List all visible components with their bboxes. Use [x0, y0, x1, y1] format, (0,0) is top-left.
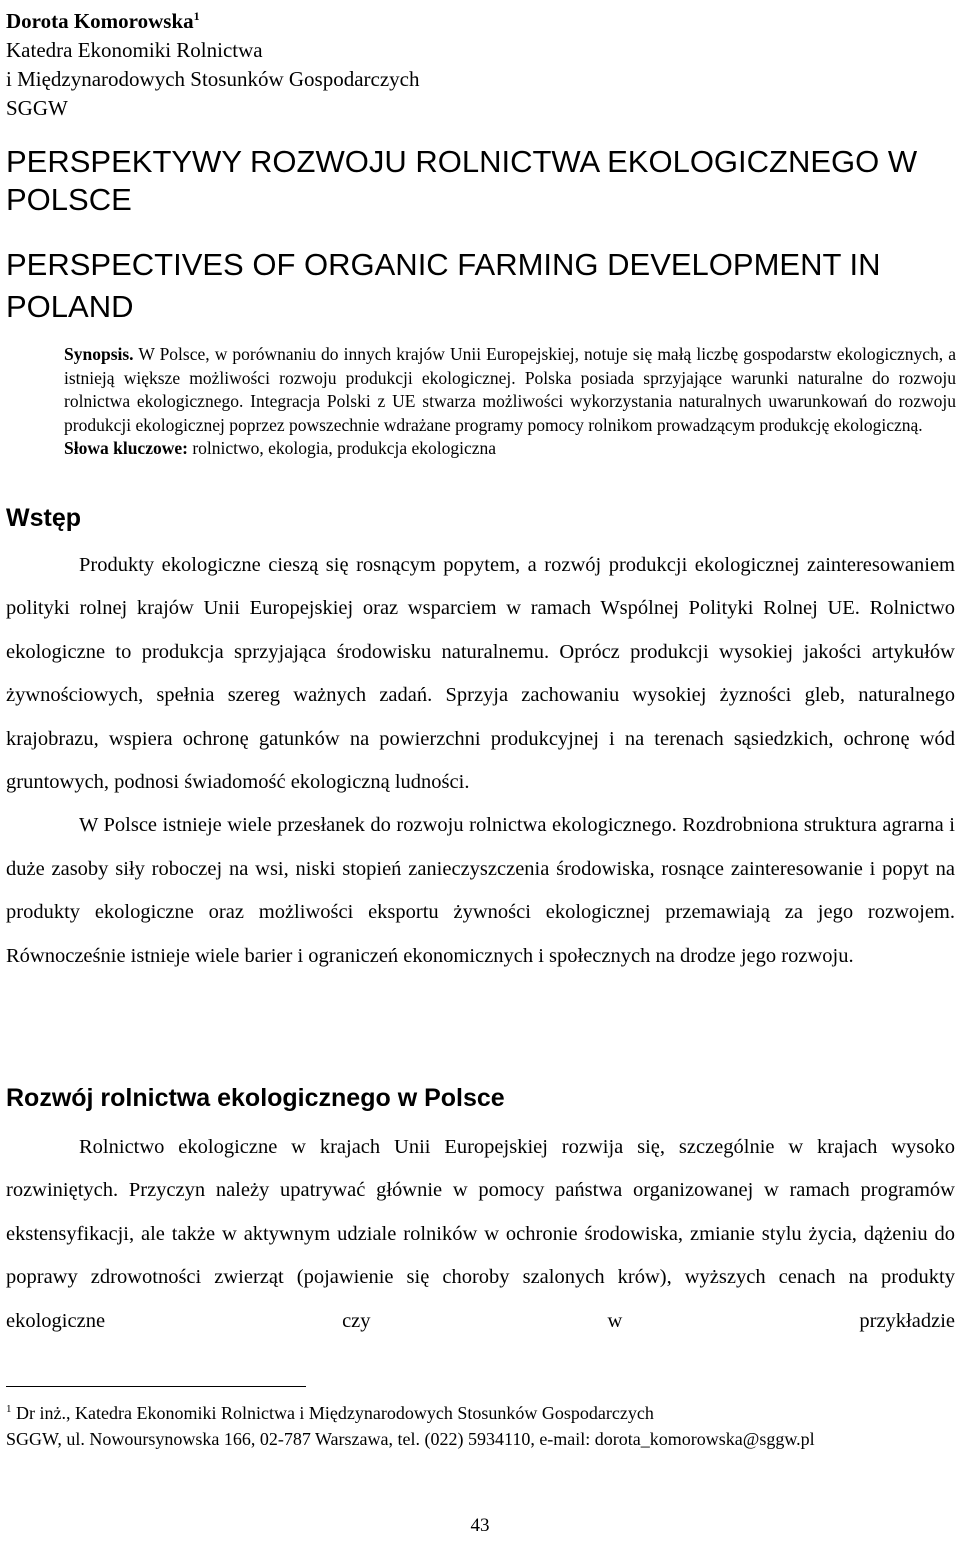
- intro-paragraph-2: W Polsce istnieje wiele przesłanek do rozwoju rolnictwa ekologicznego. Rozdrobniona struktura agrarna i duże zasoby siły roboczej na wsi, niski stopień zanieczyszczenia środowiska, rosnące zainteresowanie i popyt na produkty ekologiczne oraz możliwości eksportu żywności ekologicznej przemawiają za jego rozwojem. Równocześnie istnieje wiele barier i ograniczeń ekonomicznych i społecznych na drodze jego rozwoju.: [6, 814, 955, 967]
- section-intro-body: [6, 544, 955, 978]
- keywords-text: rolnictwo, ekologia, produkcja ekologiczna: [192, 438, 497, 459]
- affiliation-line-2: i Międzynarodowych Stosunków Gospodarczych: [6, 67, 420, 91]
- development-paragraph-1: Rolnictwo ekologiczne w krajach Unii Europejskiej rozwija się, szczególnie w krajach wysoko rozwiniętych. Przyczyn należy upatrywać głównie w pomocy państwa organizowanej w ramach programów ekstensyfikacji, ale także w aktywnym udziale rolników w ochronie środowiska, zmianie stylu życia, dążeniu do poprawy zdrowotności zwierząt (pojawienie się choroby szalonych krów), wyższych cenach na produkty ekologiczne czy w przykładzie: [6, 1136, 955, 1332]
- title-english: PERSPECTIVES OF ORGANIC FARMING DEVELOPMENT IN POLAND: [6, 247, 881, 324]
- footnote-marker: 1: [6, 1403, 12, 1415]
- abstract-label: Synopsis.: [64, 344, 134, 364]
- footnote-line-1: $^1$ Dr inż., Katedra Ekonomiki Rolnictwa i Międzynarodowych Stosunków Gospodarczych: [6, 1403, 654, 1423]
- author-block: [6, 2, 906, 123]
- abstract-body: [64, 343, 956, 437]
- section-development-body: [6, 1126, 955, 1343]
- affiliation-line-3: SGGW: [6, 96, 68, 120]
- title-polish: PERSPEKTYWY ROZWOJU ROLNICTWA EKOLOGICZNEGO W POLSCE: [6, 144, 918, 217]
- keywords: [64, 437, 956, 461]
- affiliation-line-1: Katedra Ekonomiki Rolnictwa: [6, 38, 263, 62]
- author-footnote-marker: 1: [193, 9, 200, 23]
- footnote-separator: [6, 1386, 306, 1387]
- section-heading-intro: Wstęp: [6, 504, 81, 532]
- section-heading-development: Rozwój rolnictwa ekologicznego w Polsce: [6, 1084, 505, 1112]
- footnote: [6, 1396, 956, 1452]
- keywords-label: Słowa kluczowe:: [64, 438, 188, 459]
- intro-paragraph-1: Produkty ekologiczne cieszą się rosnącym popytem, a rozwój produkcji ekologicznej zainteresowaniem polityki rolnej krajów Unii Europejskiej oraz wsparciem w ramach Wspólnej Polityki Rolnej UE. Rolnictwo ekologiczne to produkcja sprzyjająca środowisku naturalnemu. Oprócz produkcji wysokiej jakości artykułów żywnościowych, spełnia szereg ważnych zadań. Sprzyja zachowaniu wysokiej żyzności gleb, naturalnego krajobrazu, wspiera ochronę gatunków na powierzchni produkcyjnej i na terenach sąsiedzkich, ochronę wód gruntowych, podnosi świadomość ekologiczną ludności.: [6, 554, 955, 794]
- footnote-line-2: SGGW, ul. Nowoursynowska 166, 02-787 Warszawa, tel. (022) 5934110, e-mail: dorota_komorowska@sggw.pl: [6, 1429, 815, 1449]
- abstract: [64, 343, 956, 461]
- abstract-text: W Polsce, w porównaniu do innych krajów Unii Europejskiej, notuje się małą liczbę gospodarstw ekologicznych, a istnieją większe możliwości rozwoju produkcji ekologicznej. Polska posiada sprzyjające warunki naturalne do rozwoju rolnictwa ekologicznego. Integracja Polski z UE stwarza możliwości wykorzystania naturalnych uwarunkowań do rozwoju produkcji ekologicznej poprzez powszechnie wdrażane programy pomocy rolnikom prowadzącym produkcję ekologiczną.: [64, 344, 956, 435]
- author-name: Dorota Komorowska$^1$: [6, 9, 200, 33]
- page-number: 43: [470, 1515, 490, 1536]
